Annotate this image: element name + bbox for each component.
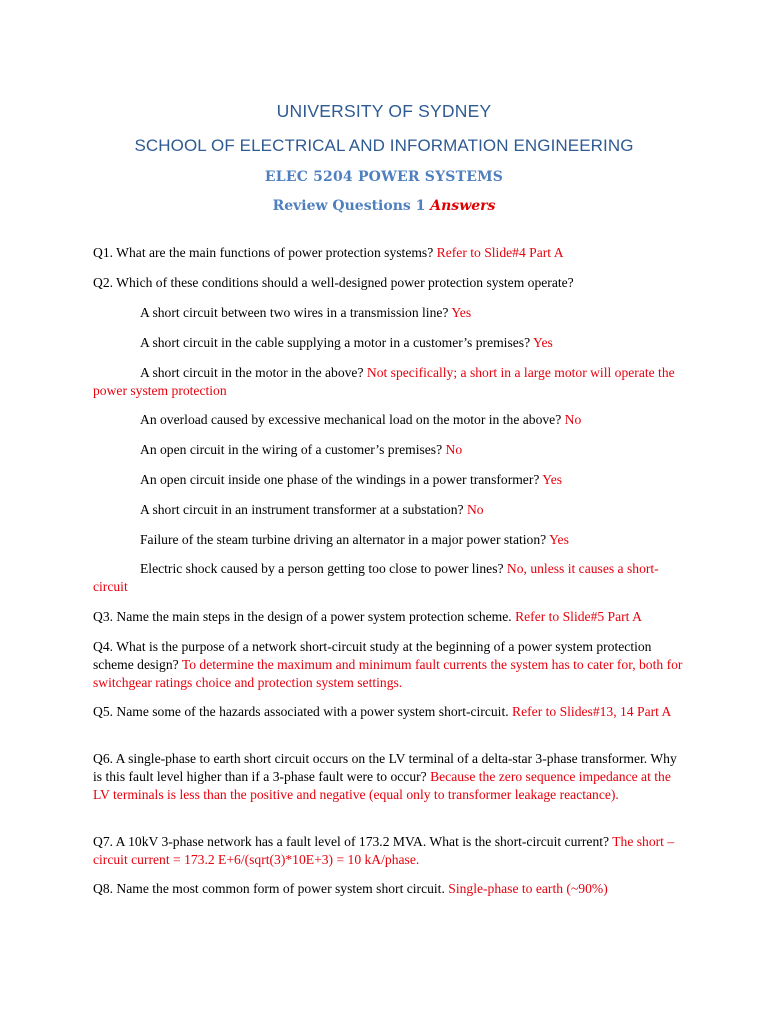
question-text: Q5. Name some of the hazards associated with a power system short-circuit. xyxy=(93,704,513,719)
item-text: A short circuit in the motor in the above? xyxy=(140,365,367,380)
question-1 xyxy=(93,244,683,262)
item-text: A short circuit in the cable supplying a motor in a customer’s premises? xyxy=(140,335,533,350)
item-text: An open circuit inside one phase of the windings in a power transformer? xyxy=(140,472,543,487)
question-2 xyxy=(93,274,683,292)
question-text: Q7. A 10kV 3-phase network has a fault level of 173.2 MVA. What is the short-circuit current? xyxy=(93,834,613,849)
item-text: Failure of the steam turbine driving an alternator in a major power station? xyxy=(140,532,550,547)
item-text: A short circuit in an instrument transformer at a substation? xyxy=(140,502,467,517)
question-text: Q2. Which of these conditions should a well-designed power protection system operate? xyxy=(93,275,574,290)
item-answer: No xyxy=(466,502,484,517)
item-text: An overload caused by excessive mechanical load on the motor in the above? xyxy=(140,412,565,427)
course-title: ELEC 5204 POWER SYSTEMS xyxy=(264,169,504,185)
list-item xyxy=(93,334,683,352)
list-item xyxy=(93,560,683,596)
list-item xyxy=(93,364,683,400)
item-text: An open circuit in the wiring of a customer’s premises? xyxy=(140,442,446,457)
list-item xyxy=(93,411,683,429)
item-text: Electric shock caused by a person getting too close to power lines? xyxy=(140,561,507,576)
school-title: SCHOOL OF ELECTRICAL AND INFORMATION ENGINEERING xyxy=(134,136,634,155)
question-6 xyxy=(93,750,683,804)
answer-text: To determine the maximum and minimum fault currents the system has to cater for, both for switchgear ratings choice and protection system settings. xyxy=(93,657,683,690)
item-answer: Yes xyxy=(549,532,569,547)
item-text: A short circuit between two wires in a transmission line? xyxy=(140,305,452,320)
question-text: Q1. What are the main functions of power protection systems? xyxy=(93,245,437,260)
university-title: UNIVERSITY OF SYDNEY xyxy=(276,101,492,121)
item-answer: No xyxy=(564,412,582,427)
item-answer: No xyxy=(445,442,463,457)
item-answer: Yes xyxy=(542,472,563,487)
answer-text: Single-phase to earth (~90%) xyxy=(448,881,608,896)
question-7 xyxy=(93,833,683,869)
list-item xyxy=(93,304,683,322)
item-answer: Yes xyxy=(533,335,553,350)
question-text: Q6. A single-phase to earth short circuit occurs on the LV terminal of a delta-star 3-phase transformer. Why is this fault level higher than if a 3-phase fault were to occur? xyxy=(93,751,677,784)
list-item xyxy=(93,531,683,549)
question-3 xyxy=(93,608,683,626)
answers-label: Answers xyxy=(430,198,496,214)
list-item xyxy=(93,471,683,489)
answer-text: The short –circuit current = 173.2 E+6/(sqrt(3)*10E+3) = 10 kA/phase. xyxy=(93,834,675,867)
question-4 xyxy=(93,638,683,692)
list-item xyxy=(93,441,683,459)
review-title xyxy=(0,198,768,214)
review-label: Review Questions 1 xyxy=(272,198,426,214)
question-text: Q3. Name the main steps in the design of a power system protection scheme. xyxy=(93,609,516,624)
answer-text: Refer to Slides#13, 14 Part A xyxy=(512,704,672,719)
question-text: Q4. What is the purpose of a network short-circuit study at the beginning of a power system protection scheme design? xyxy=(93,639,652,672)
question-8 xyxy=(93,880,683,898)
question-5 xyxy=(93,703,683,721)
item-answer: Not specifically; a short in a large motor will operate the power system protection xyxy=(93,365,675,398)
list-item xyxy=(93,501,683,519)
item-answer: Yes xyxy=(451,305,472,320)
answer-text: Refer to Slide#5 Part A xyxy=(515,609,642,624)
answer-text: Because the zero sequence impedance at the LV terminals is less than the positive and negative (equal only to transformer leakage reactance). xyxy=(93,769,671,802)
question-text: Q8. Name the most common form of power system short circuit. xyxy=(93,881,449,896)
answer-text: Refer to Slide#4 Part A xyxy=(436,245,564,260)
item-answer: No, unless it causes a short-circuit xyxy=(93,561,659,594)
